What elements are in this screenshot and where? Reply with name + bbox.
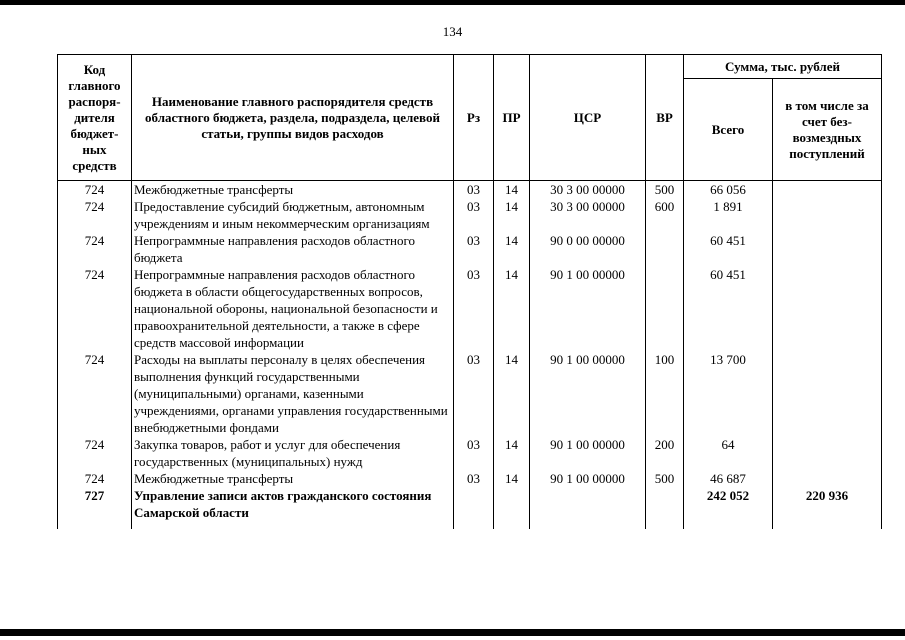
cell-csr: 90 1 00 00000 bbox=[530, 470, 646, 487]
cell-vr: 500 bbox=[646, 181, 684, 199]
cell-incl bbox=[773, 470, 882, 487]
cell-code: 724 bbox=[58, 232, 132, 266]
cell-pr: 14 bbox=[494, 266, 530, 351]
cell-code: 724 bbox=[58, 436, 132, 470]
header-vr: ВР bbox=[646, 55, 684, 181]
cell-code: 724 bbox=[58, 266, 132, 351]
header-pr: ПР bbox=[494, 55, 530, 181]
cell-code: 727 bbox=[58, 487, 132, 529]
top-rule bbox=[0, 0, 905, 5]
cell-vr: 200 bbox=[646, 436, 684, 470]
cell-incl: 220 936 bbox=[773, 487, 882, 529]
cell-name: Закупка товаров, работ и услуг для обеспечения государственных (муниципальных) нужд bbox=[132, 436, 454, 470]
cell-name: Расходы на выплаты персоналу в целях обеспечения выполнения функций государственными (муниципальными) органами, казенными учреждениями, органами управления государственными внебюджетными фондами bbox=[132, 351, 454, 436]
cell-name: Управление записи актов гражданского состояния Самарской области bbox=[132, 487, 454, 529]
cell-total: 64 bbox=[684, 436, 773, 470]
page-number: 134 bbox=[442, 24, 463, 39]
cell-rz: 03 bbox=[454, 181, 494, 199]
cell-csr: 90 1 00 00000 bbox=[530, 266, 646, 351]
cell-rz: 03 bbox=[454, 198, 494, 232]
header-total: Всего bbox=[684, 79, 773, 181]
table-row bbox=[58, 351, 882, 436]
cell-csr: 30 3 00 00000 bbox=[530, 181, 646, 199]
cell-vr bbox=[646, 232, 684, 266]
table-row bbox=[58, 470, 882, 487]
table-row bbox=[58, 198, 882, 232]
cell-csr: 90 1 00 00000 bbox=[530, 436, 646, 470]
cell-pr: 14 bbox=[494, 351, 530, 436]
cell-total: 13 700 bbox=[684, 351, 773, 436]
cell-total: 66 056 bbox=[684, 181, 773, 199]
cell-pr bbox=[494, 487, 530, 529]
cell-total: 1 891 bbox=[684, 198, 773, 232]
cell-rz bbox=[454, 487, 494, 529]
cell-vr bbox=[646, 487, 684, 529]
header-name: Наименование главного распорядителя средств областного бюджета, раздела, подраздела, целевой статьи, группы видов расходов bbox=[132, 55, 454, 181]
cell-pr: 14 bbox=[494, 470, 530, 487]
cell-total: 46 687 bbox=[684, 470, 773, 487]
table-row bbox=[58, 487, 882, 529]
cell-rz: 03 bbox=[454, 232, 494, 266]
cell-csr: 30 3 00 00000 bbox=[530, 198, 646, 232]
cell-name: Межбюджетные трансферты bbox=[132, 181, 454, 199]
cell-incl bbox=[773, 198, 882, 232]
cell-name: Межбюджетные трансферты bbox=[132, 470, 454, 487]
cell-csr bbox=[530, 487, 646, 529]
cell-csr: 90 0 00 00000 bbox=[530, 232, 646, 266]
cell-rz: 03 bbox=[454, 351, 494, 436]
cell-code: 724 bbox=[58, 198, 132, 232]
bottom-rule bbox=[0, 629, 905, 636]
header-incl: в том числе за счет без-возмездных поступлений bbox=[773, 79, 882, 181]
cell-vr: 600 bbox=[646, 198, 684, 232]
table-row bbox=[58, 436, 882, 470]
cell-pr: 14 bbox=[494, 232, 530, 266]
header-sum: Сумма, тыс. рублей bbox=[684, 55, 882, 79]
cell-name: Предоставление субсидий бюджетным, автономным учреждениям и иным некоммерческим организациям bbox=[132, 198, 454, 232]
cell-pr: 14 bbox=[494, 436, 530, 470]
cell-incl bbox=[773, 351, 882, 436]
header-rz: Рз bbox=[454, 55, 494, 181]
cell-code: 724 bbox=[58, 470, 132, 487]
header-code: Код главного распоря-дителя бюджет-ных средств bbox=[58, 55, 132, 181]
cell-incl bbox=[773, 436, 882, 470]
cell-pr: 14 bbox=[494, 181, 530, 199]
cell-rz: 03 bbox=[454, 266, 494, 351]
table-row bbox=[58, 181, 882, 199]
cell-code: 724 bbox=[58, 351, 132, 436]
table-row bbox=[58, 266, 882, 351]
budget-table bbox=[57, 54, 882, 529]
table-header bbox=[58, 55, 882, 181]
cell-vr bbox=[646, 266, 684, 351]
cell-total: 60 451 bbox=[684, 266, 773, 351]
cell-csr: 90 1 00 00000 bbox=[530, 351, 646, 436]
cell-incl bbox=[773, 232, 882, 266]
cell-pr: 14 bbox=[494, 198, 530, 232]
cell-total: 242 052 bbox=[684, 487, 773, 529]
table-row bbox=[58, 232, 882, 266]
cell-name: Непрограммные направления расходов областного бюджета в области общегосударственных вопросов, национальной обороны, национальной безопасности и правоохранительной деятельности, а также в сфере средств массовой информации bbox=[132, 266, 454, 351]
header-csr: ЦСР bbox=[530, 55, 646, 181]
cell-code: 724 bbox=[58, 181, 132, 199]
cell-name: Непрограммные направления расходов областного бюджета bbox=[132, 232, 454, 266]
cell-rz: 03 bbox=[454, 436, 494, 470]
cell-incl bbox=[773, 181, 882, 199]
table-body bbox=[58, 181, 882, 530]
cell-vr: 500 bbox=[646, 470, 684, 487]
cell-vr: 100 bbox=[646, 351, 684, 436]
cell-total: 60 451 bbox=[684, 232, 773, 266]
cell-rz: 03 bbox=[454, 470, 494, 487]
cell-incl bbox=[773, 266, 882, 351]
